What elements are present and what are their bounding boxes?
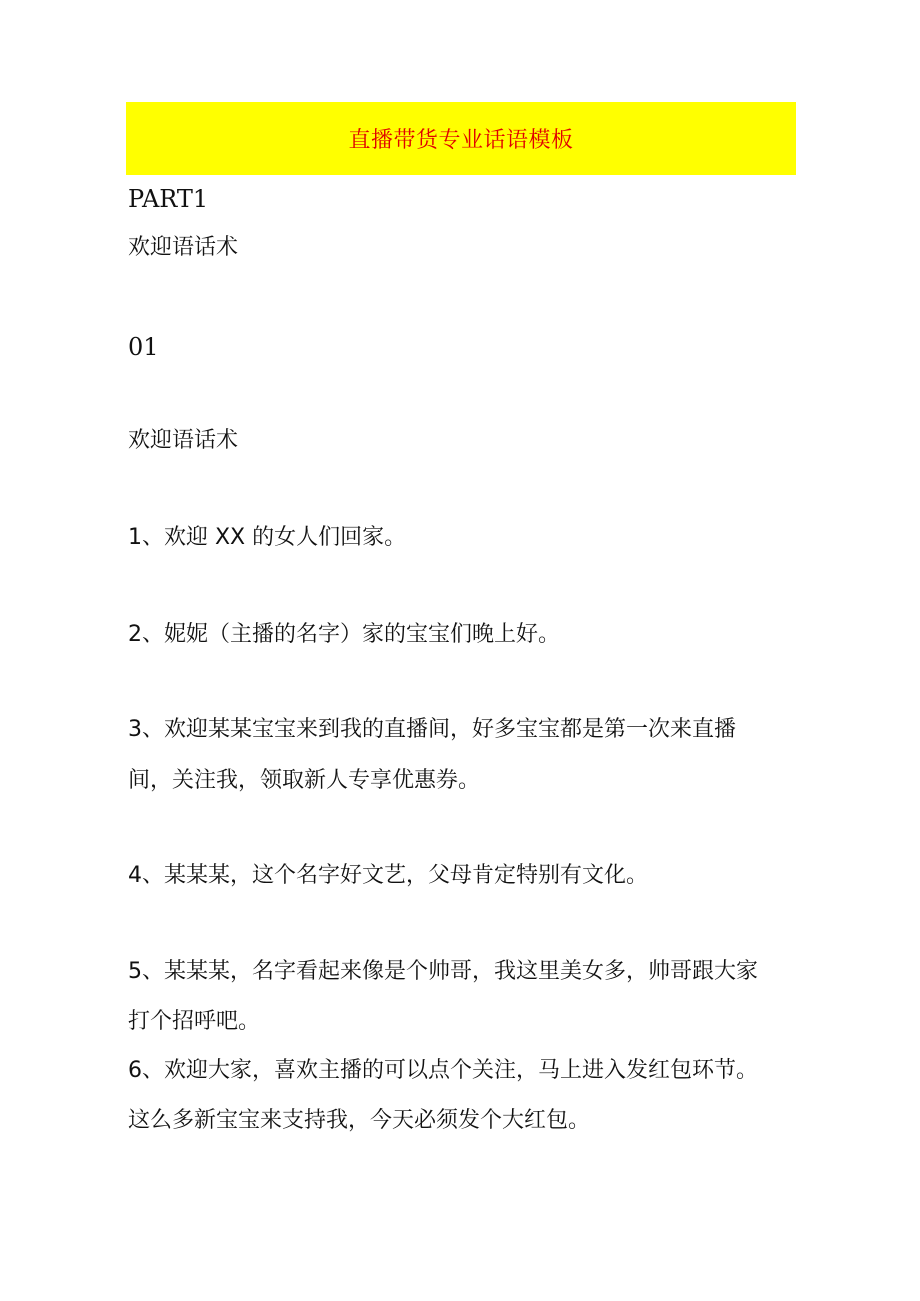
paragraph-line: 间，关注我，领取新人专享优惠券。 bbox=[128, 768, 481, 793]
section-title: 欢迎语话术 bbox=[128, 235, 239, 260]
part-label: PART1 bbox=[128, 185, 209, 213]
title-banner bbox=[126, 102, 796, 175]
paragraph-line: 2、妮妮（主播的名字）家的宝宝们晚上好。 bbox=[128, 622, 560, 647]
subsection-title: 欢迎语话术 bbox=[128, 428, 239, 453]
paragraph-line: 1、欢迎 XX 的女人们回家。 bbox=[128, 525, 407, 550]
section-number: 01 bbox=[128, 333, 159, 361]
paragraph-line: 4、某某某，这个名字好文艺，父母肯定特别有文化。 bbox=[128, 863, 648, 888]
paragraph-line: 这么多新宝宝来支持我，今天必须发个大红包。 bbox=[128, 1108, 591, 1133]
paragraph-line: 打个招呼吧。 bbox=[128, 1009, 261, 1034]
document-title: 直播带货专业话语模板 bbox=[348, 128, 574, 153]
paragraph-line: 6、欢迎大家，喜欢主播的可以点个关注，马上进入发红包环节。 bbox=[128, 1058, 758, 1083]
paragraph-line: 5、某某某，名字看起来像是个帅哥，我这里美女多，帅哥跟大家 bbox=[128, 959, 758, 984]
paragraph-line: 3、欢迎某某宝宝来到我的直播间，好多宝宝都是第一次来直播 bbox=[128, 717, 736, 742]
